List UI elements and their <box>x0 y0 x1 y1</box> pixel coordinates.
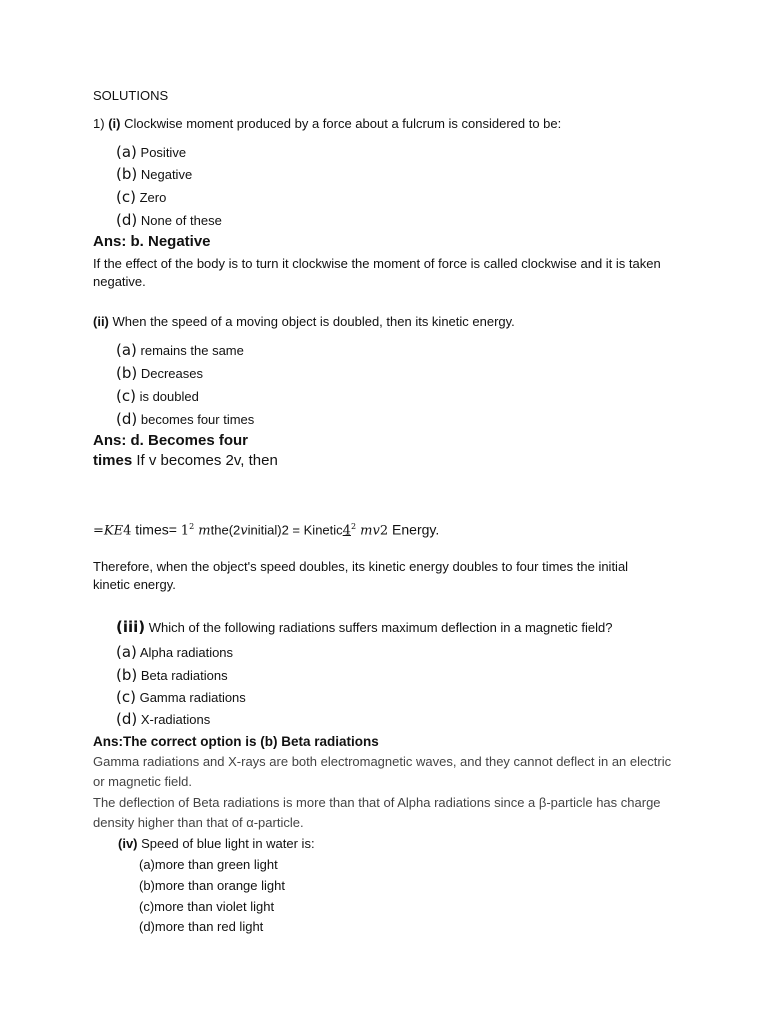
option-letter: (c) <box>116 188 136 206</box>
option-c: (c)more than violet light <box>139 899 275 914</box>
option-text: Zero <box>139 190 167 205</box>
answer-1-i: Ans: b. Negative <box>93 233 211 250</box>
option-d <box>116 411 254 428</box>
question-iv <box>118 836 315 852</box>
option-text: Beta radiations <box>140 668 228 683</box>
question-part-label: (iii) <box>116 618 146 636</box>
answer-bold-word: times <box>93 452 133 469</box>
option-letter: (b) <box>116 364 138 382</box>
question-part-label: (i) <box>108 116 121 131</box>
formula-equals: = <box>93 523 104 539</box>
option-a <box>116 342 244 359</box>
option-text: X-radiations <box>140 712 211 727</box>
question-iii <box>116 619 612 636</box>
answer-iii: Ans:The correct option is (b) Beta radiations <box>93 734 379 749</box>
option-letter: (d) <box>116 710 138 728</box>
option-a <box>116 144 186 161</box>
option-letter: (b) <box>116 666 138 684</box>
formula-energy: Energy. <box>388 521 440 538</box>
formula-one: 1 <box>180 523 190 539</box>
option-letter: (a) <box>116 143 137 161</box>
formula-v: v <box>240 523 248 539</box>
option-d: (d)more than red light <box>139 919 264 934</box>
option-b <box>116 365 203 382</box>
formula-initial: initial)2 = Kinetic <box>247 522 343 538</box>
option-text: Decreases <box>140 366 203 381</box>
formula-times: times= <box>131 521 181 538</box>
option-d <box>116 711 210 728</box>
option-c <box>116 189 166 206</box>
option-text: remains the same <box>140 343 244 358</box>
option-text: Gamma radiations <box>139 690 246 705</box>
option-b: (b)more than orange light <box>139 878 285 893</box>
option-text: becomes four times <box>140 412 255 427</box>
explanation-iii-2: The deflection of Beta radiations is more than that of Alpha radiations since a β-particle has charge density higher than that of α-particle. <box>93 795 661 830</box>
option-letter: (a) <box>116 341 137 359</box>
answer-continuation: If v becomes 2v, then <box>132 452 278 469</box>
option-letter: (b) <box>116 165 138 183</box>
question-text: Which of the following radiations suffers maximum deflection in a magnetic field? <box>148 620 613 635</box>
option-a: (a)more than green light <box>139 857 278 872</box>
option-b <box>116 667 228 684</box>
formula-ke: KE <box>103 523 124 539</box>
formula-two-c: 2 <box>379 523 389 539</box>
answer-ii-line1: Ans: d. Becomes four <box>93 432 249 449</box>
conclusion-ii: Therefore, when the object's speed doubles, its kinetic energy doubles to four times the initial kinetic energy. <box>93 559 629 592</box>
question-1-i <box>93 116 561 132</box>
question-text: Speed of blue light in water is: <box>141 836 315 851</box>
explanation-1-i: If the effect of the body is to turn it clockwise the moment of force is called clockwise and it is taken negative. <box>93 256 661 289</box>
option-letter: (c) <box>116 688 136 706</box>
explanation-iii-1: Gamma radiations and X-rays are both electromagnetic waves, and they cannot deflect in an electric or magnetic field. <box>93 754 672 789</box>
option-a <box>116 644 233 661</box>
option-b <box>116 166 192 183</box>
question-number: 1) <box>93 116 105 131</box>
formula-the: the(2 <box>210 522 241 538</box>
option-text: Positive <box>140 145 187 160</box>
option-d <box>116 212 222 229</box>
option-letter: (a) <box>116 643 137 661</box>
formula-mv: mv <box>356 523 380 539</box>
kinetic-energy-formula <box>93 519 439 539</box>
option-text: Alpha radiations <box>139 645 234 660</box>
option-text: is doubled <box>139 389 199 404</box>
question-ii <box>93 314 515 330</box>
question-text: When the speed of a moving object is doubled, then its kinetic energy. <box>112 314 515 329</box>
option-letter: (c) <box>116 387 136 405</box>
formula-two-sup: 2 <box>189 522 195 531</box>
option-c <box>116 689 246 706</box>
page-heading: SOLUTIONS <box>93 88 169 103</box>
formula-two-sup-b: 2 <box>350 522 357 531</box>
option-text: Negative <box>140 167 193 182</box>
question-part-label: (ii) <box>93 314 109 329</box>
option-text: None of these <box>140 213 222 228</box>
question-part-label: (iv) <box>118 836 138 851</box>
option-letter: (d) <box>116 211 138 229</box>
option-c <box>116 388 199 405</box>
formula-four-b: 4 <box>342 523 351 539</box>
answer-ii-line2 <box>93 452 278 470</box>
option-letter: (d) <box>116 410 138 428</box>
formula-m: m <box>194 523 211 539</box>
formula-four: 4 <box>123 523 132 539</box>
question-text: Clockwise moment produced by a force about a fulcrum is considered to be: <box>124 116 562 131</box>
